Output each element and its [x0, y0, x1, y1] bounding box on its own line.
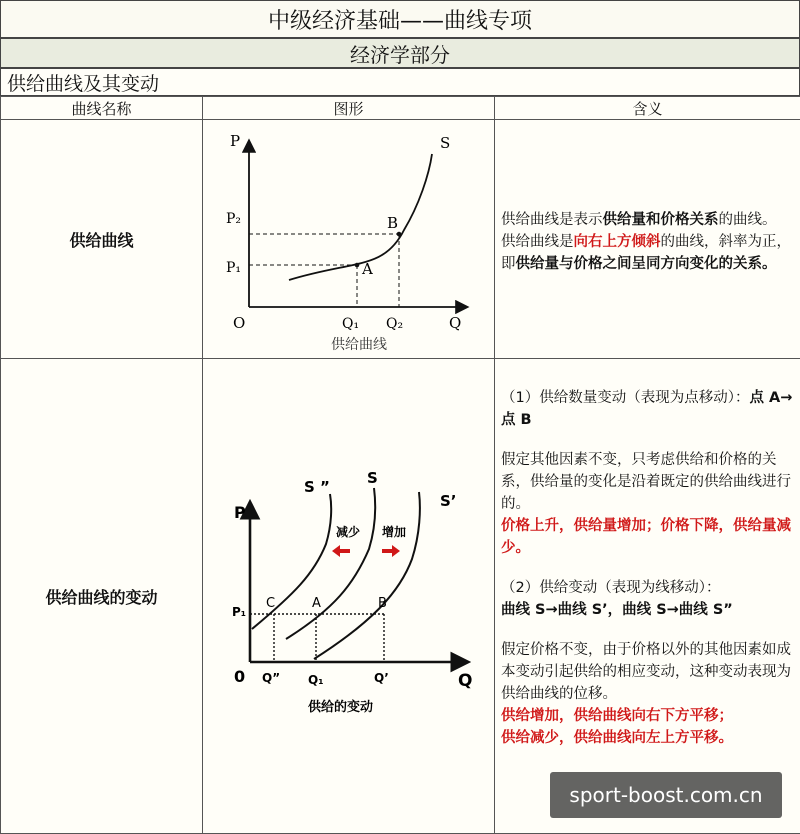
header-figure: 图形	[203, 97, 495, 120]
label-increase: 增加	[382, 524, 406, 539]
header-meaning: 含义	[495, 97, 800, 120]
label-p1: P₁	[232, 605, 246, 619]
watermark: sport-boost.com.cn	[550, 772, 782, 818]
figure-caption-supply: 供给曲线	[331, 336, 387, 353]
meaning-text: 供给曲线是	[501, 234, 574, 250]
label-q: Q	[449, 314, 461, 332]
label-p1: P₁	[226, 260, 241, 276]
label-b: B	[387, 214, 398, 232]
curve-s-prime	[314, 492, 420, 659]
meaning-text: 假定其他因素不变，只考虑供给和价格的关系，供给量的变化是沿着既定的供给曲线进行的。	[501, 449, 794, 515]
section-heading: 供给曲线及其变动	[0, 68, 800, 96]
meaning-highlight: 价格上升，供给量增加；价格下降，供给量减少。	[501, 515, 794, 559]
label-decrease: 减少	[336, 524, 360, 539]
meaning-text: （2）供给变动（表现为线移动）：	[501, 580, 720, 596]
label-q-double-prime: Q”	[262, 671, 280, 685]
label-s-double-prime: S ”	[304, 478, 330, 496]
label-s: S	[367, 469, 378, 487]
meaning-emphasis: 曲线 S→曲线 S’，曲线 S→曲线 S”	[501, 602, 733, 618]
point-a-marker	[354, 263, 359, 268]
meaning-text: 假定价格不变，由于价格以外的其他因素如成本变动引起供给的相应变动，这种变动表现为供给曲线的位移。	[501, 639, 794, 705]
meaning-highlight: 供给减少，供给曲线向左上方平移。	[501, 727, 794, 749]
table-header-row	[1, 97, 800, 120]
label-a: A	[312, 596, 321, 611]
meaning-text: 的曲线。	[719, 212, 777, 228]
label-a: A	[361, 260, 373, 278]
meaning-highlight: 向右上方倾斜	[574, 234, 661, 250]
label-s-prime: S’	[440, 492, 457, 510]
label-q1: Q₁	[308, 673, 323, 687]
row2-meaning	[495, 359, 800, 834]
label-s: S	[440, 134, 450, 152]
meaning-text: 供给曲线是表示	[501, 212, 603, 228]
document-subtitle: 经济学部分	[0, 38, 800, 68]
meaning-emphasis: 点 A→点 B	[501, 390, 792, 428]
label-q-prime: Q’	[374, 671, 389, 685]
label-b: B	[378, 596, 387, 611]
label-q: Q	[458, 671, 472, 691]
table-row	[1, 120, 800, 359]
curve-table	[0, 96, 800, 834]
meaning-highlight: 供给增加，供给曲线向右下方平移；	[501, 705, 794, 727]
supply-curve-diagram	[204, 120, 494, 354]
label-p: P	[230, 132, 240, 150]
increase-arrow-icon	[382, 545, 400, 557]
document-title: 中级经济基础——曲线专项	[0, 0, 800, 38]
table-row	[1, 359, 800, 834]
row2-name: 供给曲线的变动	[1, 359, 203, 834]
row1-name: 供给曲线	[1, 120, 203, 359]
label-p2: P₂	[226, 211, 241, 227]
meaning-text: 的曲线，斜率为正，即	[501, 234, 791, 272]
meaning-emphasis: 供给量和价格关系	[603, 212, 719, 228]
meaning-text: （1）供给数量变动（表现为点移动）：	[501, 390, 749, 406]
label-c: C	[266, 596, 275, 611]
figure-caption-shift: 供给的变动	[308, 699, 373, 715]
label-p: P	[234, 503, 246, 522]
supply-curve	[289, 154, 432, 280]
supply-shift-diagram	[204, 464, 494, 724]
label-q1: Q₁	[342, 316, 359, 332]
label-origin: 0	[234, 667, 245, 686]
meaning-emphasis: 供给量与价格之间呈同方向变化的关系。	[516, 256, 777, 272]
header-curve-name: 曲线名称	[1, 97, 203, 120]
label-q2: Q₂	[386, 316, 403, 332]
row1-meaning	[495, 120, 800, 359]
row2-figure	[203, 359, 495, 834]
label-o: O	[233, 314, 245, 332]
point-b-marker	[396, 232, 401, 237]
row1-figure	[203, 120, 495, 359]
decrease-arrow-icon	[332, 545, 350, 557]
